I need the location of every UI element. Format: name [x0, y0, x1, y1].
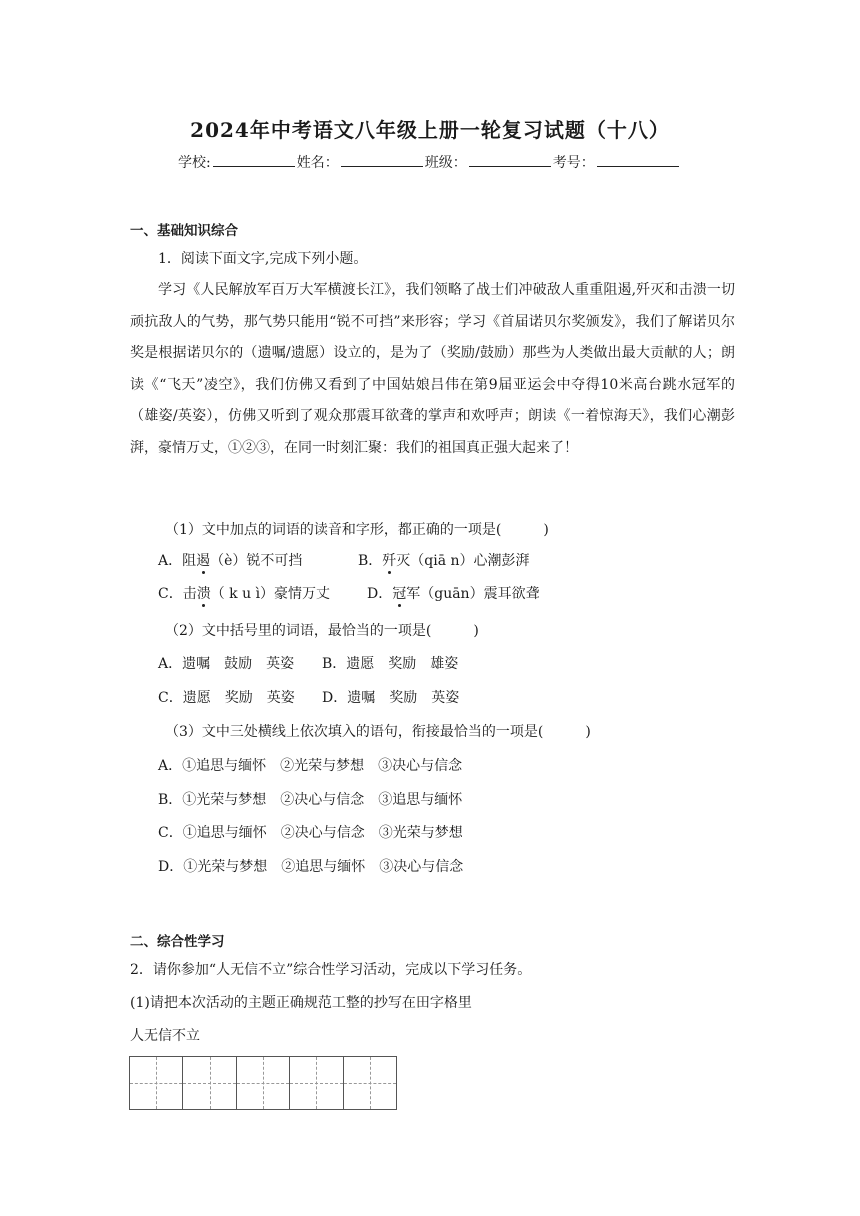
school-label: 学校:: [178, 155, 211, 171]
grid-cell[interactable]: [183, 1057, 236, 1109]
grid-cell[interactable]: [344, 1057, 396, 1109]
q2-sub1-instruction: (1)请把本次活动的主题正确规范工整的抄写在田字格里: [130, 995, 472, 1011]
school-blank[interactable]: [213, 152, 295, 167]
reading-passage: 学习《人民解放军百万大军横渡长江》，我们领略了战士们冲破敌人重重阻遏,歼灭和击溃一切顽抗敌人的气势，那气势只能用“锐不可挡”来形容；学习《首届诺贝尔奖颁发》，我们了解诺贝尔奖是根据诺贝尔的（遗嘱/遗愿）设立的，是为了（奖励/鼓励）那些为人类做出最大贡献的人；朗读《“飞天”凌空》，我们仿佛又看到了中国姑娘吕伟在第9届亚运会中夺得10米高台跳水冠军的（雄姿/英姿），仿佛又听到了观众那震耳欲聋的掌声和欢呼声；朗读《一着惊海天》，我们心潮彭湃，豪情万丈，①②③，在同一时刻汇聚：我们的祖国真正强大起来了！: [130, 282, 735, 456]
option-a-prefix: A．阻: [158, 553, 197, 569]
q2-intro: 2．请你参加“人无信不立”综合性学习活动，完成以下学习任务。: [130, 962, 532, 978]
option-d-suffix: 军（guān）震耳欲聋: [406, 586, 540, 602]
section1-heading: 一、基础知识综合: [130, 223, 238, 239]
option-b-prefix: B．: [358, 553, 383, 569]
q1-sub1-option-a[interactable]: [158, 550, 302, 570]
dotted-char: 歼: [382, 550, 396, 570]
grid-cell[interactable]: [237, 1057, 290, 1109]
option-c-prefix: C．击: [158, 586, 197, 602]
name-label: 姓名：: [296, 155, 339, 171]
option-c-suffix: （ k u ì）豪情万丈: [210, 586, 331, 602]
q1-sub2-question: （2）文中括号里的词语，最恰当的一项是( ): [165, 623, 479, 639]
grid-cell[interactable]: [290, 1057, 343, 1109]
student-info-line: [178, 152, 681, 172]
q1-sub2-option-a[interactable]: A．遗嘱 鼓励 英姿: [158, 656, 295, 672]
dotted-char: 冠: [392, 583, 406, 603]
option-d-prefix: D．: [367, 586, 393, 602]
q1-sub3-option-d[interactable]: D．①光荣与梦想 ②追思与缅怀 ③决心与信念: [158, 859, 464, 875]
dotted-char: 溃: [197, 583, 211, 603]
q1-sub3-question: （3）文中三处横线上依次填入的语句，衔接最恰当的一项是( ): [165, 724, 591, 740]
dotted-char: 遏: [196, 550, 210, 570]
q1-intro: 1．阅读下面文字,完成下列小题。: [158, 251, 368, 267]
exam-no-blank[interactable]: [597, 152, 679, 167]
theme-text: 人无信不立: [130, 1028, 200, 1044]
q1-sub1-question: （1）文中加点的词语的读音和字形，都正确的一项是( ): [165, 522, 549, 538]
q1-sub3-option-a[interactable]: A．①追思与缅怀 ②光荣与梦想 ③决心与信念: [158, 758, 463, 774]
class-label: 班级：: [424, 155, 467, 171]
q1-sub3-option-b[interactable]: B．①光荣与梦想 ②决心与信念 ③追思与缅怀: [158, 792, 463, 808]
q1-sub1-option-d[interactable]: [367, 583, 540, 603]
tianzige-grid[interactable]: [129, 1056, 397, 1110]
section2-heading: 二、综合性学习: [130, 934, 225, 950]
q1-sub2-option-d[interactable]: D．遗嘱 奖励 英姿: [322, 690, 460, 706]
grid-cell[interactable]: [130, 1057, 183, 1109]
option-a-suffix: （è）锐不可挡: [210, 553, 303, 569]
q1-sub1-option-c[interactable]: [158, 583, 330, 603]
q1-sub2-option-b[interactable]: B．遗愿 奖励 雄姿: [322, 656, 459, 672]
page-title: 2024年中考语文八年级上册一轮复习试题（十八）: [190, 118, 670, 142]
exam-no-label: 考号：: [552, 155, 595, 171]
name-blank[interactable]: [341, 152, 423, 167]
q1-sub3-option-c[interactable]: C．①追思与缅怀 ②决心与信念 ③光荣与梦想: [158, 825, 463, 841]
q1-sub1-option-b[interactable]: [358, 550, 530, 570]
class-blank[interactable]: [469, 152, 551, 167]
option-b-suffix: 灭（qiā n）心潮彭湃: [396, 553, 530, 569]
q1-sub2-option-c[interactable]: C．遗愿 奖励 英姿: [158, 690, 295, 706]
